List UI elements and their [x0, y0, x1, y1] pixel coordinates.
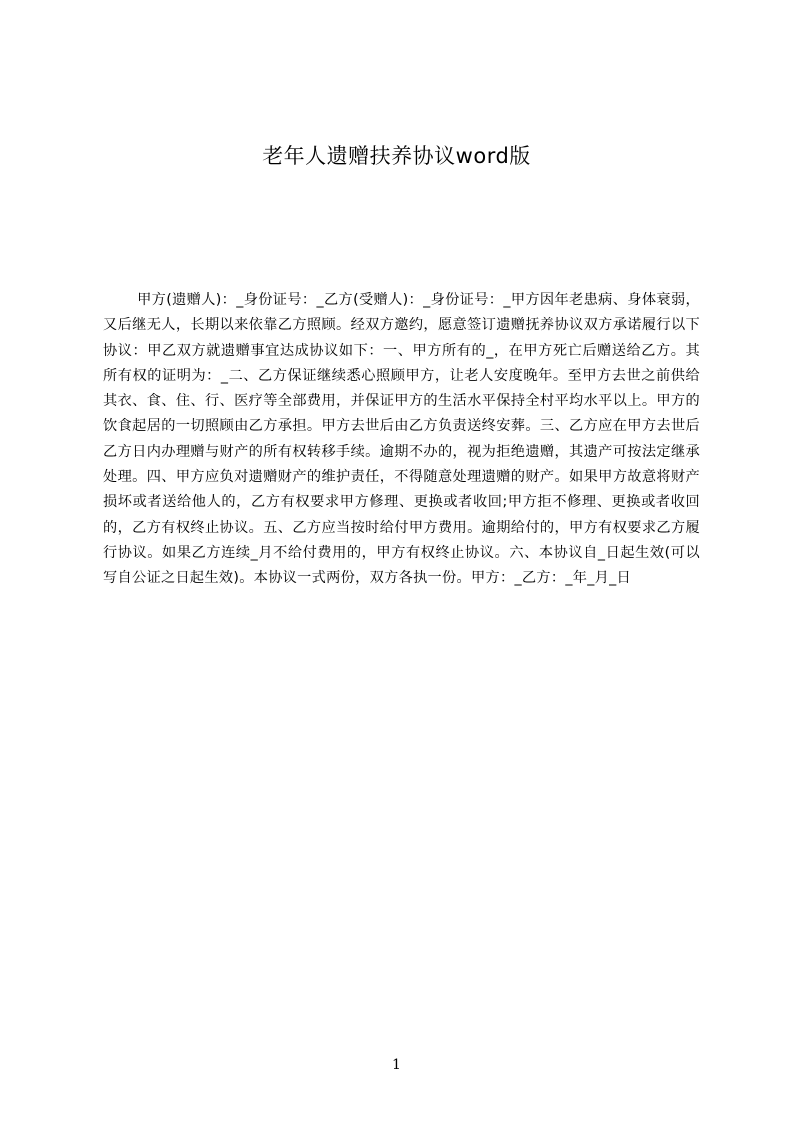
page-number: 1 — [392, 1057, 401, 1073]
document-title: 老年人遗赠扶养协议word版 — [262, 144, 531, 168]
agreement-body-paragraph: 甲方(遗赠人)：_身份证号：_乙方(受赠人)：_身份证号：_甲方因年老患病、身体衰弱，又后继无人，长期以来依靠乙方照顾。经双方邀约，愿意签订遗赠抚养协议双方承诺履行以下协议：甲乙双方就遗赠事宜达成协议如下：一、甲方所有的_，在甲方死亡后赠送给乙方。其所有权的证明为：_二、乙方保证继续悉心照顾甲方，让老人安度晚年。至甲方去世之前供给其衣、食、住、行、医疗等全部费用，并保证甲方的生活水平保持全村平均水平以上。甲方的饮食起居的一切照顾由乙方承担。甲方去世后由乙方负责送终安葬。三、乙方应在甲方去世后乙方日内办理赠与财产的所有权转移手续。逾期不办的，视为拒绝遗赠，其遗产可按法定继承处理。四、甲方应负对遗赠财产的维护责任，不得随意处理遗赠的财产。如果甲方故意将财产损坏或者送给他人的，乙方有权要求甲方修理、更换或者收回;甲方拒不修理、更换或者收回的，乙方有权终止协议。五、乙方应当按时给付甲方费用。逾期给付的，甲方有权要求乙方履行协议。如果乙方连续_月不给付费用的，甲方有权终止协议。六、本协议自_日起生效(可以写自公证之日起生效)。本协议一式两份，双方各执一份。甲方：_乙方：_年_月_日 — [103, 292, 700, 587]
